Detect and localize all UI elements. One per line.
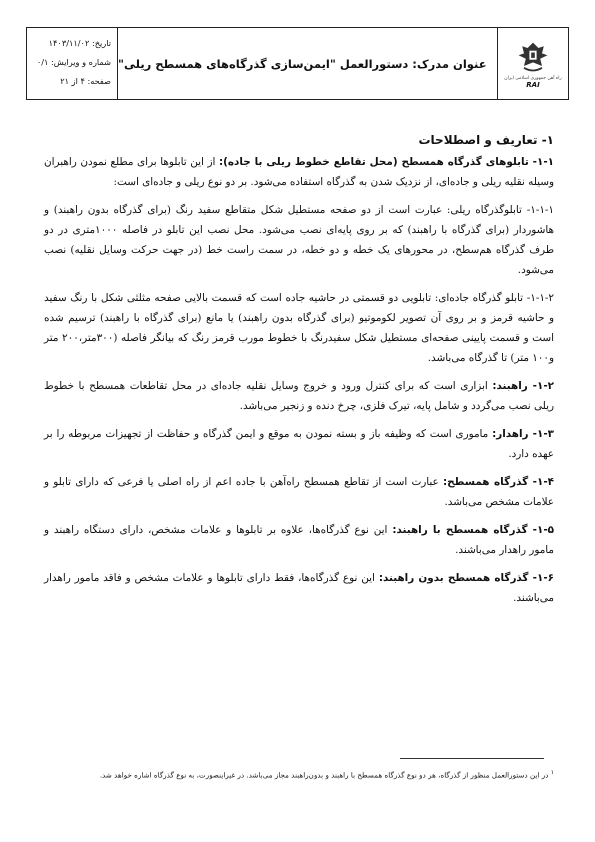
definition-4-title: ۱-۴- گذرگاه همسطح: [442,476,554,488]
section-title: ۱- تعاریف و اصطلاحات [418,133,554,147]
logo-rai-text: RAI [526,80,540,89]
definition-6 [44,568,554,608]
definition-2-text: ابزاری است که برای کنترل ورود و خروج وسایل نقلیه جاده‌ای در محل تقاطعات همسطح با خطوط ریلی نصب می‌گردد و شامل پایه، تیرک فلزی، چرخ دنده و زنجیر می‌باشد. [44,380,554,412]
rai-logo [497,28,568,99]
definition-1 [44,152,554,192]
definition-2 [44,376,554,416]
definition-1-title: ۱-۱- تابلوهای گذرگاه همسطح (محل تقاطع خطوط ریلی با جاده): [218,156,554,168]
definition-3-title: ۱-۳- راهدار: [492,428,554,440]
definition-3-text: ماموری است که وظیفه باز و بسته نمودن به موقع و ایمن گذرگاه و حفاظت از تجهیزات مربوطه را بر عهده دارد. [44,428,554,460]
definition-2-title: ۱-۲- راهبند: [492,380,554,392]
definition-6-text: این نوع گذرگاه‌ها، فقط دارای تابلوها و علامات مشخص و فاقد مامور راهدار می‌باشند. [44,572,554,604]
footnote-text: در این دستورالعمل منظور از گذرگاه، هر دو نوع گذرگاه همسطح با راهبند و بدون‌راهبند مجاز می‌باشد. در غیراینصورت، به نوع گذرگاه اشاره خواهد شد. [99,770,551,780]
definition-6-title: ۱-۶- گذرگاه همسطح بدون راهبند: [378,572,554,584]
definition-5-text: این نوع گذرگاه‌ها، علاوه بر تابلوها و علامات مشخص، دارای دستگاه راهبند و مامور راهدار می‌باشند. [44,524,554,556]
definition-3 [44,424,554,464]
definition-4-text: عبارت است از تقاطع همسطح راه‌آهن با جاده اعم از راه اصلی یا فرعی که دارای تابلو و علامات مشخص می‌باشد. [44,476,554,508]
footnote [44,765,554,783]
document-revision: شماره و ویرایش: ۰/۱ [36,57,111,67]
logo-subtitle: راه آهن جمهوری اسلامی ایران [504,75,562,81]
definition-5-title: ۱-۵- گذرگاه همسطح با راهبند: [392,524,554,536]
definition-5 [44,520,554,560]
document-body [44,130,554,616]
definition-1-1: ۱-۱-۱- تابلوگذرگاه ریلی: عبارت است از دو صفحه مستطیل شکل متقاطع سفید رنگ (برای گذرگاه بدون راهبند) و هاشوردار (برای گذرگاه با راهبند) که بر روی پایه‌ای نصب می‌شود. محل نصب این تابلو در فاصله ۱۰۰۰متری در دو طرف گذرگاه هم‌سطح، در محورهای یک خطه و دو خطه، در سمت راست خط (در جهت حرکت وسایل نقلیه) نصب می‌شود. [44,204,554,276]
footnote-marker: ۱ [550,769,554,776]
document-title: عنوان مدرک: دستورالعمل "ایمن‌سازی گذرگاه‌های همسطح ریلی" [118,56,487,71]
rai-emblem-icon [515,39,551,75]
document-header [26,27,569,100]
document-meta [27,28,118,99]
footnote-divider [400,758,544,759]
page-number: صفحه: ۴ از ۲۱ [60,76,111,86]
definition-4 [44,472,554,512]
definition-1-text: از این تابلوها برای مطلع نمودن راهبران وسیله نقلیه ریلی و جاده‌ای، از نزدیک شدن به گذرگاه استفاده می‌شود. بر دو نوع ریلی و جاده‌ای است: [44,156,554,188]
definition-1-2: ۱-۱-۲- تابلو گذرگاه جاده‌ای: تابلویی دو قسمتی در حاشیه جاده است که قسمت بالایی صفحه مثلثی شکل با رنگ سفید و حاشیه قرمز و بر روی آن تصویر لکوموتیو (برای گذرگاه بدون راهبند) یا مانع (برای گذرگاه با راهبند) ترسیم شده است و قسمت پایینی صفحه‌ای مستطیل شکل سفیدرنگ با خطوط مورب قرمز رنگ که بیانگر فاصله (۳۰۰متر،۲۰۰ متر و۱۰۰ متر) تا گذرگاه می‌باشد. [44,292,554,364]
document-date: تاریخ: ۱۴۰۳/۱۱/۰۲ [48,38,111,48]
